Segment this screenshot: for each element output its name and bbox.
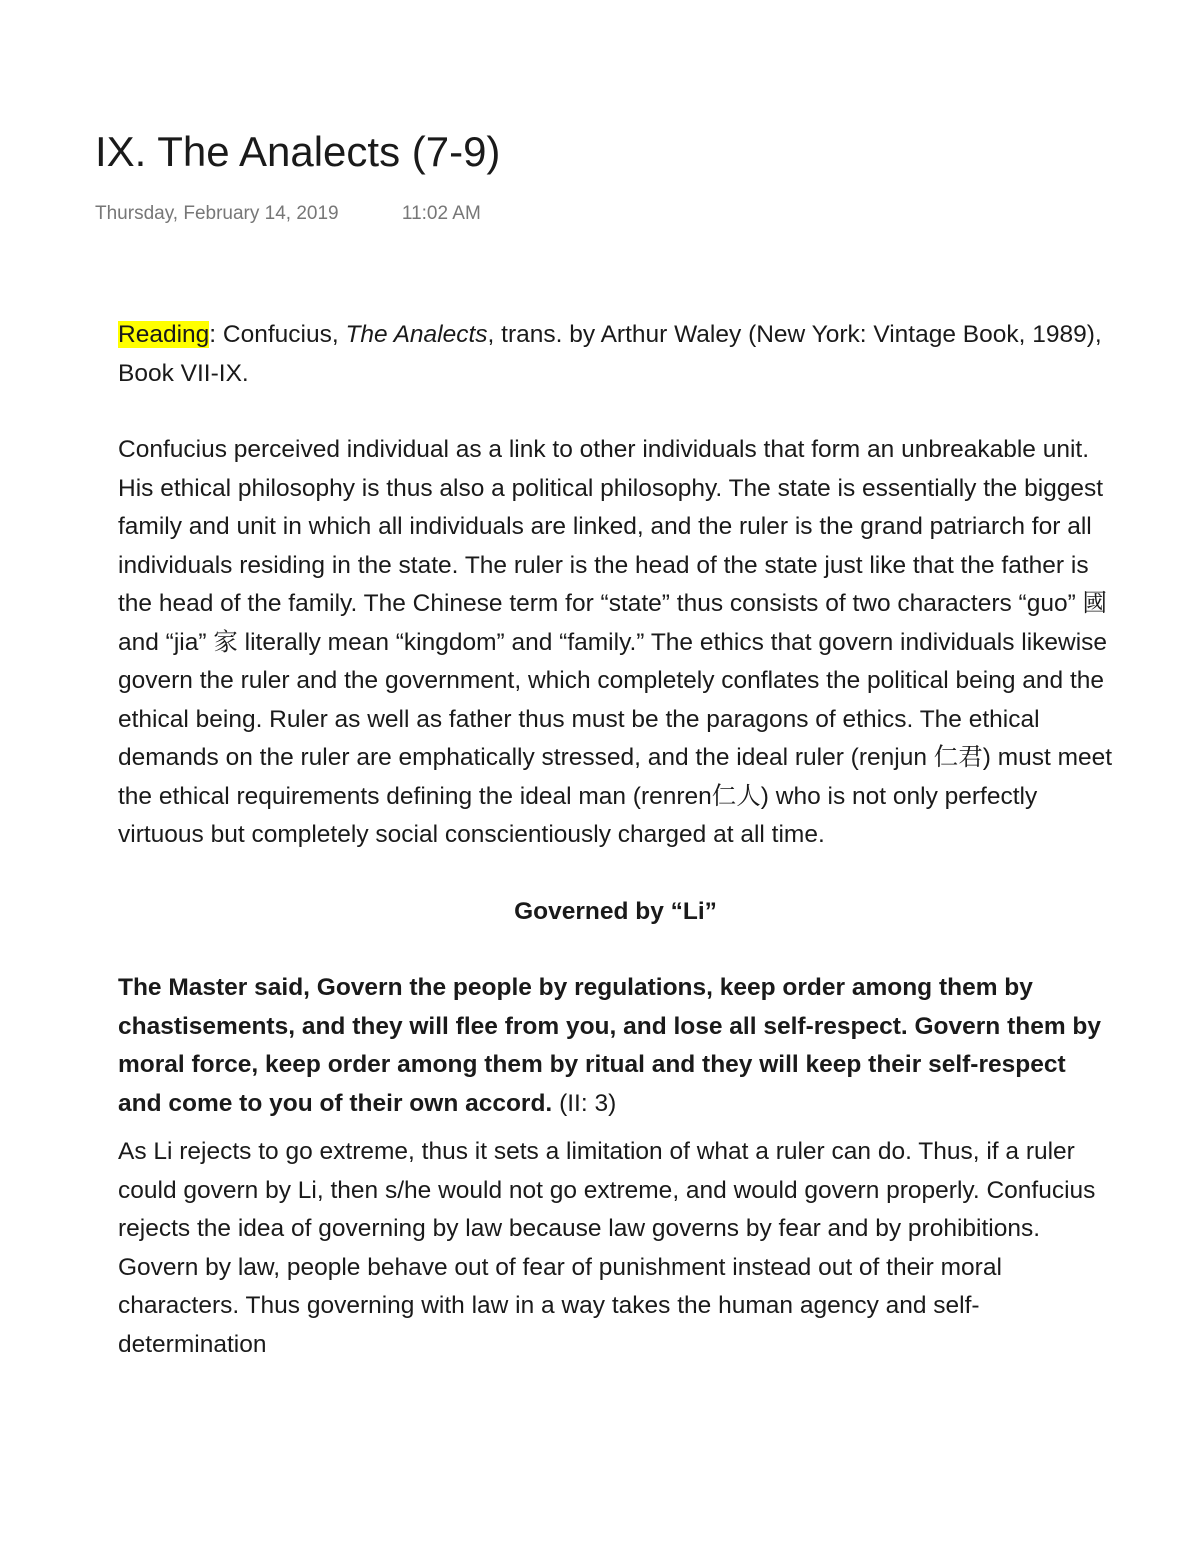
section-heading: Governed by “Li” [514, 897, 717, 925]
commentary-paragraph: As Li rejects to go extreme, thus it sets a limitation of what a ruler can do. Thus, if a ruler could govern by Li, then s/he would not go extreme, and would govern properly. Confucius rejects the idea of governing by law because law governs by fear and by prohibitions. Govern by law, people behave out of fear of punishment instead out of their moral characters. Thus governing with law in a way takes the human agency and self-determination [118, 1138, 1096, 1358]
quote-citation: (II: 3) [559, 1089, 617, 1117]
reading-reference [118, 316, 1113, 393]
reading-details: , trans. by Arthur Waley (New York: Vintage Book, 1989), Book VII-IX. [118, 321, 1102, 387]
analects-quote [118, 969, 1113, 1123]
reading-colon: : [209, 321, 217, 348]
page-meta [95, 203, 481, 225]
page-date: Thursday, February 14, 2019 [95, 203, 339, 224]
page-title: IX. The Analects (7-9) [95, 128, 501, 175]
reading-book-title: The Analects [345, 321, 488, 348]
intro-paragraph: Confucius perceived individual as a link to other individuals that form an unbreakable unit. His ethical philosophy is thus also a political philosophy. The state is essentially the biggest family and unit in which all individuals are linked, and the ruler is the grand patriarch for all individuals residing in the state. The ruler is the head of the state just like that the father is the head of the family. The Chinese term for “state” thus consists of two characters “guo” 國 and “jia” 家 literally mean “kingdom” and “family.” The ethics that govern individuals likewise govern the ruler and the government, which completely conflates the political being and the ethical being. Ruler as well as father thus must be the paragons of ethics. The ethical demands on the ruler are emphatically stressed, and the ideal ruler (renjun 仁君) must meet the ethical requirements defining the ideal man (renren仁人) who is not only perfectly virtuous but completely social conscientiously charged at all time. [118, 436, 1113, 848]
reading-label: Reading [118, 321, 210, 348]
note-body [118, 316, 1113, 1436]
page-time: 11:02 AM [401, 203, 481, 224]
reading-author: Confucius, [216, 321, 346, 348]
quote-text: The Master said, Govern the people by regulations, keep order among them by chastisements, and they will flee from you, and lose all self-respect. Govern them by moral force, keep order among them by ritual and they will keep their self-respect and come to you of their own accord. [118, 974, 1102, 1117]
